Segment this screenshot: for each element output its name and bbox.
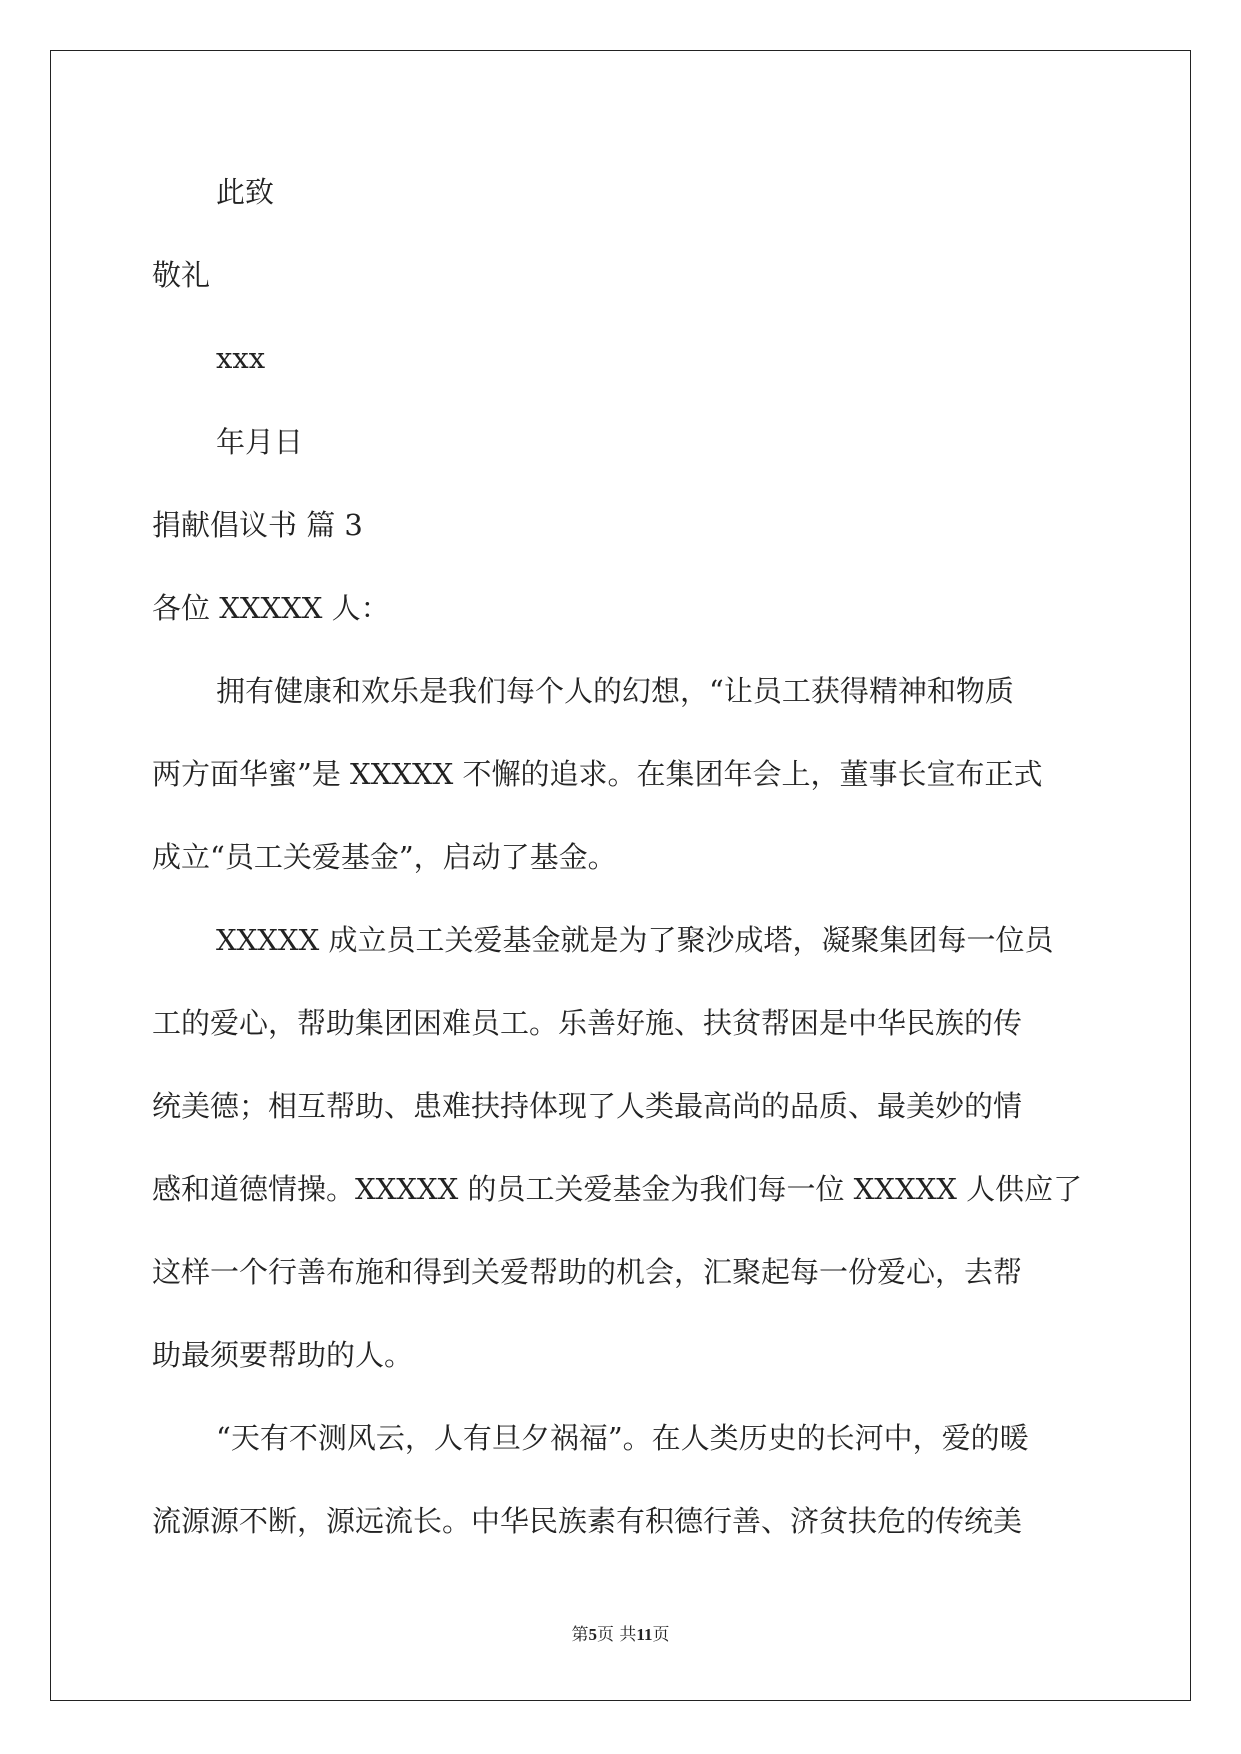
signature-line: xxx: [216, 341, 266, 375]
paragraph-line: 工的爱心，帮助集团困难员工。乐善好施、扶贫帮困是中华民族的传: [152, 1006, 1023, 1040]
current-page-number: 5: [588, 1625, 598, 1644]
footer-suffix: 页: [652, 1625, 670, 1645]
page-footer: [0, 1620, 1241, 1645]
paragraph-line: 感和道德情操。XXXXX 的员工关爱基金为我们每一位 XXXXX 人供应了: [152, 1172, 1083, 1206]
footer-mid: 页 共: [597, 1625, 637, 1645]
total-page-count: 11: [636, 1625, 653, 1644]
paragraph-line: XXXXX 成立员工关爱基金就是为了聚沙成塔，凝聚集团每一位员: [216, 923, 1054, 957]
paragraph-line: “天有不测风云，人有旦夕祸福”。在人类历史的长河中，爱的暖: [216, 1421, 1029, 1455]
paragraph-line: 拥有健康和欢乐是我们每个人的幻想，“让员工获得精神和物质: [216, 674, 1014, 708]
paragraph-line: 这样一个行善布施和得到关爱帮助的机会，汇聚起每一份爱心，去帮: [152, 1255, 1023, 1289]
greeting-line: 各位 XXXXX 人：: [152, 591, 390, 625]
section-title: 捐献倡议书 篇 3: [152, 508, 363, 542]
paragraph-line: 两方面华蜜”是 XXXXX 不懈的追求。在集团年会上，董事长宣布正式: [152, 757, 1043, 791]
paragraph-line: 统美德；相互帮助、患难扶持体现了人类最高尚的品质、最美妙的情: [152, 1089, 1023, 1123]
paragraph-line: 助最须要帮助的人。: [152, 1338, 414, 1372]
date-line: 年月日: [216, 425, 304, 459]
salutation-line: 敬礼: [152, 258, 211, 292]
paragraph-line: 成立“员工关爱基金”，启动了基金。: [152, 840, 617, 874]
paragraph-line: 流源源不断，源远流长。中华民族素有积德行善、济贫扶危的传统美: [152, 1504, 1023, 1538]
footer-prefix: 第: [571, 1625, 589, 1645]
closing-line: 此致: [216, 175, 275, 209]
